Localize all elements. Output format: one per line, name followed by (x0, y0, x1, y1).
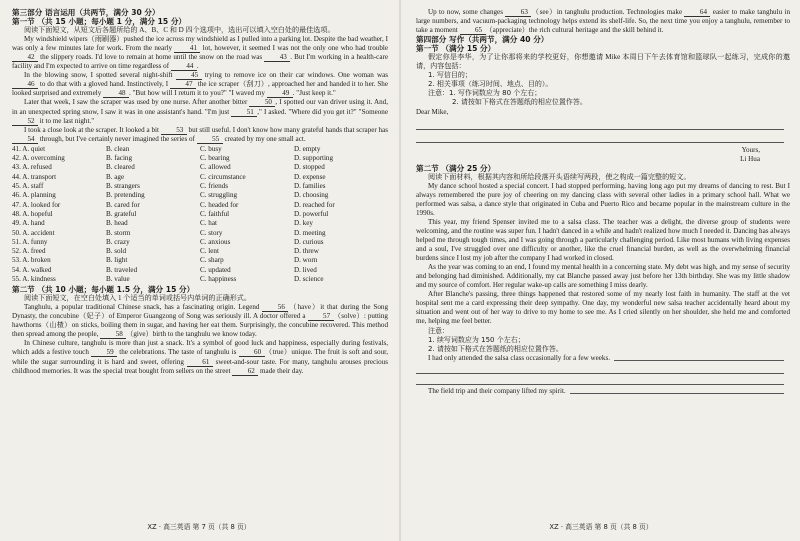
option-row (12, 219, 388, 228)
answer-line (614, 360, 784, 361)
story-paragraph-2: This year, my friend Spenser invited me to a salsa class. The teacher was a delight, the diverse group of students were welcoming, and the routine was super fun. I hadn't danced in a while and hadn't realized how much I needed it. Dancing has always helped me through tough times, and I was going through a particularly challenging period. Like most humans with living expenses and a soul, I've struggled over one difficulty or another, like the cruel financial burden, as well as the overwhelming financial burdens since I lost my job after the company I had worked in closed. (416, 217, 790, 263)
option-cell: 51. A. funny (12, 237, 48, 246)
option-cell: D. powerful (294, 209, 329, 218)
option-row (12, 256, 388, 265)
writing2-title: 第二节 （满分 25 分） (416, 163, 496, 173)
section-title: 第三部分 语言运用（共两节，满分 30 分） (12, 8, 160, 17)
option-cell: C. anxious (200, 237, 231, 246)
blank-58: 58 (100, 330, 126, 339)
blank-42: 42 (12, 53, 38, 62)
blank-52: 52 (12, 117, 38, 126)
option-cell: 53. A. broken (12, 256, 51, 265)
cloze-paragraph-2: In the blowing snow, I spotted several night-shift 45 trying to remove ice on their car windows. One woman was 46 to do that with a gloved hand. Instinctively, I 47 the ice scraper（刮刀）, approached her and handed it to her. She looked surprised and extremely 48 . "But how will I return it to you?" "I waved my 49 . "Just keep it." (12, 71, 388, 98)
option-row (12, 200, 388, 209)
part2-instructions: 阅读下面短文，在空白处填入 1 个适当的单词或括号内单词的正确形式。 (24, 294, 251, 303)
writing1-note-1: 注意：1. 写作词数应为 80 个左右； (428, 89, 542, 98)
option-row (12, 228, 388, 237)
option-cell: 41. A. quiet (12, 144, 46, 153)
page-fold (399, 0, 401, 541)
blank-48: 48 (103, 89, 129, 98)
option-cell: D. key (294, 219, 313, 228)
option-cell: B. head (106, 219, 128, 228)
letter-greeting: Dear Mike, (416, 107, 449, 116)
option-row (12, 210, 388, 219)
part1-title: 第一节 （共 15 小题；每小题 1 分，满分 15 分） (12, 17, 187, 27)
option-cell: B. grateful (106, 209, 137, 218)
option-row (12, 182, 388, 191)
option-cell: D. curious (294, 237, 324, 246)
option-cell: D. expense (294, 172, 326, 181)
option-row (12, 191, 388, 200)
blank-62: 62 (232, 367, 258, 376)
option-cell: C. hat (200, 219, 217, 228)
option-cell: C. happiness (200, 274, 237, 283)
blank-45: 45 (176, 71, 202, 80)
blank-53: 53 (161, 126, 187, 135)
option-cell: 43. A. refused (12, 163, 52, 172)
blank-60: 60 (239, 348, 265, 357)
answer-line (570, 393, 784, 394)
option-cell: B. strangers (106, 182, 140, 191)
story-paragraph-4: After Blanche's passing, three things happened that restored some of my nearly lost faith in humanity. The staff at the vet hospital sent me a card expressing their deep sympathy. One day, my wonderful new salsa teacher accidentally heard about my situation and went out of her way to drive to my home to see me. As I cried silently on her shoulder, she held me and comforted me, helping me feel better. (416, 290, 790, 326)
option-cell: C. faithful (200, 209, 230, 218)
option-cell: C. lent (200, 247, 219, 256)
blank-41: 41 (174, 44, 200, 53)
writing1-title: 第一节 （满分 15 分） (416, 44, 496, 54)
letter-signature: Li Hua (740, 154, 760, 163)
option-row (12, 173, 388, 182)
blank-46: 46 (12, 80, 38, 89)
blank-57: 57 (308, 312, 334, 321)
option-cell: C. sharp (200, 256, 224, 265)
grammar-paragraph-1: Tanghulu, a popular traditional Chinese snack, has a fascinating origin. Legend 56 （have）it that during the Song Dynasty, the concubine（妃子）of Emperor Guangzong of Song was seriously ill. A doctor offered a 57 （solve）: putting hawthorns（山楂）on sticks, boiling them in sugar, and having her eat them. Surprisingly, the concubine recovered. This method then spread among the people, 58 （give）birth to the tanghulu we know today. (12, 303, 388, 339)
cloze-paragraph-4: I took a close look at the scraper. It looked a bit 53 but still useful. I don't know how many grateful hands that scraper has 54 through, but I've certainly never imagined the series of 55 created by my one small act. (12, 126, 388, 144)
option-row (12, 145, 388, 154)
part1-instructions: 阅读下面短文，从短文后各题所给的 A、B、C 和 D 四个选项中，选出可以填入空白处的最佳选项。 (24, 26, 335, 35)
blank-61: 61 (187, 358, 213, 367)
blank-51: 51 (231, 108, 257, 117)
option-cell: C. struggling (200, 191, 238, 200)
continuation-start-2 (416, 387, 790, 396)
option-cell: C. allowed (200, 163, 231, 172)
answer-line (416, 130, 784, 143)
blank-43: 43 (264, 53, 290, 62)
option-cell: D. stopped (294, 163, 325, 172)
writing2-instructions: 阅读下面材料，根据其内容和所给段落开头语续写两段，使之构成一篇完整的短文。 (428, 172, 691, 181)
option-cell: B. storm (106, 228, 131, 237)
blank-44: 44 (171, 62, 197, 71)
option-cell: 49. A. hand (12, 219, 45, 228)
option-row (12, 154, 388, 163)
page-footer-left: XZ · 高三英语 第 7 页（共 8 页） (147, 522, 251, 531)
exam-page-left (0, 0, 398, 541)
option-cell: B. cleared (106, 163, 135, 172)
cloze-paragraph-1: My windshield wipers（雨刷器）pushed the ice across my windshield as I pulled into a parking lot. Despite the bad weather, I was only a few minutes late for work. From the nearly 41 lot, however, it seemed I was not the only one who had trouble 42 the slippery roads. I'd love to remain at home until the snow on the road was 43 . But I'm working in a health-care facility and I'm expected to arrive on time regardless of 44 . (12, 35, 388, 71)
option-cell: B. value (106, 274, 130, 283)
paragraph-start-1: I had only attended the salsa class occasionally for a few weeks. (428, 353, 611, 362)
option-cell: 46. A. planning (12, 191, 56, 200)
option-row (12, 275, 388, 284)
option-cell: B. crazy (106, 237, 130, 246)
paragraph-start-2: The field trip and their company lifted my spirit. (428, 386, 566, 395)
option-cell: D. empty (294, 144, 321, 153)
option-row (12, 266, 388, 275)
option-cell: C. story (200, 228, 223, 237)
answer-line (416, 363, 784, 374)
blank-64: 64 (684, 8, 710, 17)
blank-63: 63 (505, 8, 531, 17)
blank-65: 65 (460, 26, 486, 35)
option-cell: D. meeting (294, 228, 326, 237)
option-row (12, 247, 388, 256)
option-cell: D. science (294, 274, 324, 283)
option-cell: C. friends (200, 182, 228, 191)
writing1-instructions: 假定你是李华，为了让你那将来的学校更好，你想邀请 Mike 本周日下午去体育馆和篮球队一起练习，完成你的邀请，内容包括： (416, 53, 790, 71)
option-cell: 48. A. hopeful (12, 209, 53, 218)
option-cell: B. sold (106, 247, 127, 256)
page-footer-right: XZ · 高三英语 第 8 页（共 8 页） (549, 522, 653, 531)
writing1-note-2: 2. 请按如下格式在答题纸的相应位置作答。 (452, 98, 587, 107)
blank-47: 47 (170, 80, 196, 89)
option-cell: 45. A. staff (12, 182, 44, 191)
grammar-paragraph-2: In Chinese culture, tanghulu is more than just a snack. It's a symbol of good luck and happiness, especially during festivals, which adds a festive touch 59 the celebrations. The taste of tanghulu is 60 （true）unique. The fruit is soft and sour, while the sugar surrounding it is hard and sweet, offering 61 sweet-and-sour taste. For many, tanghulu arouses precious childhood memories. It was the special treat bought from sellers on the street 62 made their day. (12, 339, 389, 375)
option-cell: D. threw (294, 247, 319, 256)
option-cell: 47. A. looked for (12, 200, 61, 209)
section4-title: 第四部分 写作（共两节，满分 40 分） (416, 35, 549, 45)
option-cell: D. choosing (294, 191, 329, 200)
writing1-point-2: 2. 相关事项（练习时间、地点、目的）。 (428, 80, 553, 89)
option-row (12, 163, 388, 172)
option-cell: C. busy (200, 144, 222, 153)
letter-closing: Yours, (741, 145, 760, 154)
writing2-note-1: 1. 续写词数应为 150 个左右； (428, 335, 525, 344)
option-cell: B. light (106, 256, 128, 265)
option-cell: 54. A. walked (12, 265, 52, 274)
option-cell: C. circumstance (200, 172, 246, 181)
option-cell: 52. A. freed (12, 247, 46, 256)
story-paragraph-3: As the year was coming to an end, I found my mental health in a concerning state. My debt was high, and my sense of security and belonging had diminished. Additionally, my cat Blanche passed away just before her 13th birthday. She was my little shadow and my source of comfort. Her regular wake-up calls are something I miss dearly. (416, 263, 790, 290)
option-cell: D. supporting (294, 154, 334, 163)
option-cell: D. lived (294, 265, 317, 274)
option-cell: B. age (106, 172, 125, 181)
option-cell: B. cared for (106, 200, 140, 209)
option-cell: B. traveled (106, 265, 138, 274)
option-cell: 42. A. overcoming (12, 154, 65, 163)
story-paragraph-1: My dance school hosted a special concert. I had stopped performing, having long ago put my dreams of dancing to rest. But I always remembered the pure joy of cheering on my dancing class with several other ladies in a primary school hall. What we performed was salsa, a dance style that originated in Cuba and Puerto Rico and became popular in the mainstream culture in the 1990s. (416, 181, 790, 217)
blank-56: 56 (262, 303, 288, 312)
blank-55: 55 (197, 135, 223, 144)
option-cell: C. headed for (200, 200, 239, 209)
option-cell: B. facing (106, 154, 133, 163)
writing1-point-1: 1. 写信目的； (428, 71, 472, 80)
option-cell: 55. A. kindness (12, 274, 56, 283)
option-cell: D. reached for (294, 200, 335, 209)
option-cell: D. worn (294, 256, 318, 265)
option-cell: B. pretending (106, 191, 145, 200)
cloze-paragraph-3: Later that week, I saw the scraper was used by one nurse. After another bitter 50 , I spotted our van driver using it. And, in an unexpected spring snow, I saw it was in one assistant's hand. "I'm just 51 ," I asked. "Where did you get it?" "Someone 52 it to me last night." (12, 98, 388, 125)
option-row (12, 238, 388, 247)
grammar-paragraph-3: Up to now, some changes 63 （see）in tanghulu production. Technologies make 64 easier to make tanghulu in large numbers, and vacuum-packaging technology helps extend its shelf-life. So, the next time you enjoy a tanghulu, remember to take a moment 65 （appreciate）the rich cultural heritage and the skill behind it. (416, 8, 790, 35)
option-cell: 44. A. transport (12, 172, 57, 181)
part2-title: 第二节 （共 10 小题；每小题 1.5 分，满分 15 分） (12, 285, 195, 295)
option-cell: D. families (294, 182, 326, 191)
option-cell: C. updated (200, 265, 231, 274)
blank-59: 59 (91, 348, 117, 357)
writing2-note-heading: 注意： (428, 326, 449, 335)
option-cell: 50. A. accident (12, 228, 55, 237)
blank-54: 54 (12, 135, 38, 144)
blank-49: 49 (267, 89, 293, 98)
exam-page-right (402, 0, 800, 541)
continuation-start-1 (416, 354, 790, 363)
option-cell: C. bearing (200, 154, 230, 163)
blank-50: 50 (249, 98, 275, 107)
writing2-note-2: 2. 请按如下格式在答题纸的相应位置作答。 (428, 344, 563, 353)
answer-line (416, 374, 784, 385)
option-cell: B. clean (106, 144, 130, 153)
options-table (12, 145, 388, 284)
answer-line (416, 117, 784, 130)
